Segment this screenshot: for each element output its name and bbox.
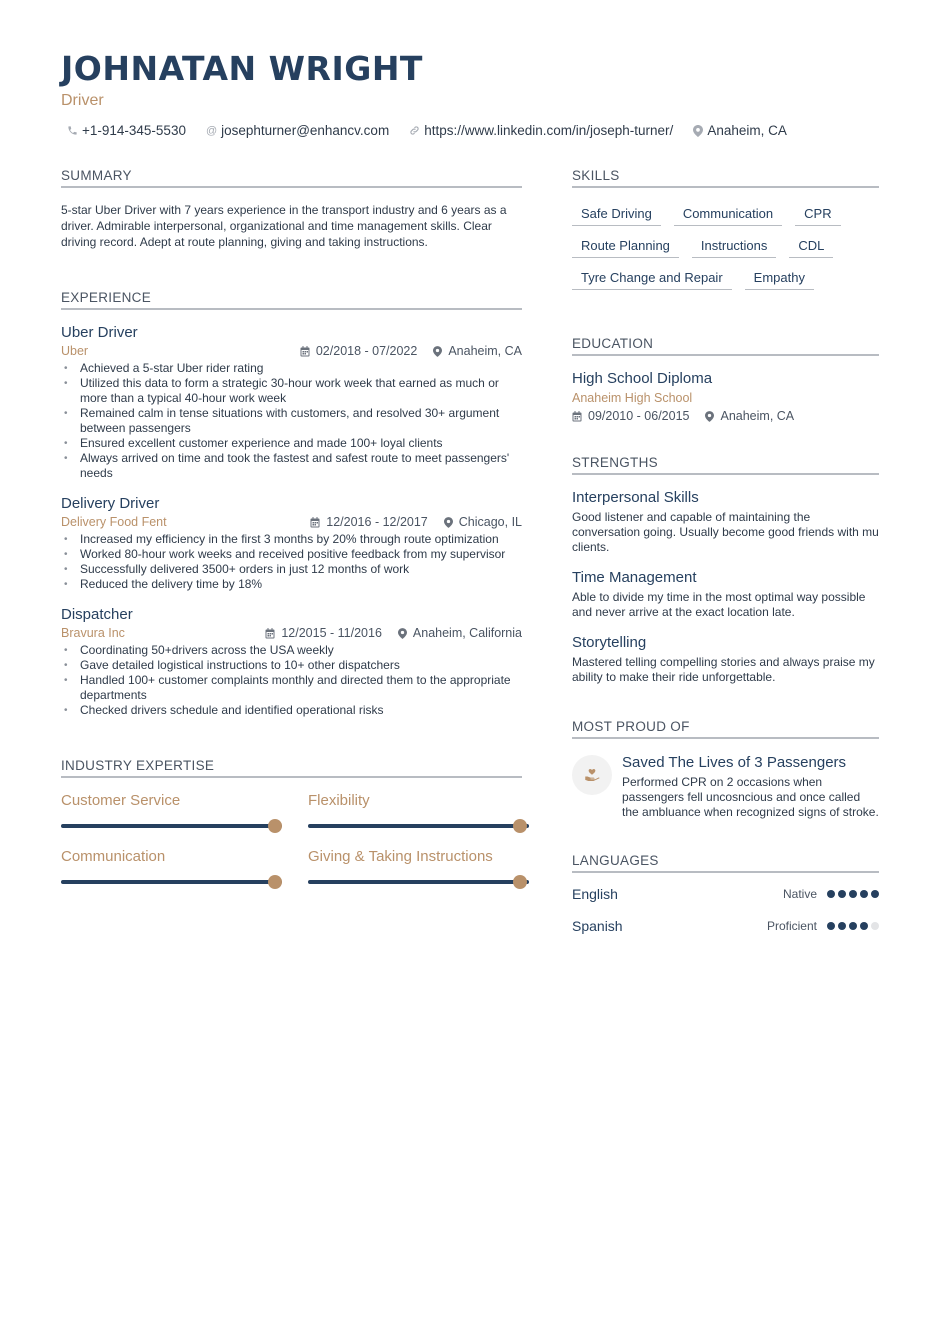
job-entry [61, 606, 522, 718]
job-bullet: • Coordinating 50+drivers across the USA weekly [61, 643, 522, 658]
education-dates [572, 409, 689, 423]
location-pin-icon [693, 125, 703, 137]
skills-section [572, 168, 879, 290]
job-meta [61, 515, 522, 529]
most-proud-title: MOST PROUD OF [572, 719, 879, 739]
language-dot [860, 890, 868, 898]
strengths-section [572, 455, 879, 685]
languages-section [572, 853, 879, 934]
linkedin-text[interactable]: https://www.linkedin.com/in/joseph-turner/ [424, 123, 674, 138]
expertise-bar-knob [268, 819, 282, 833]
contact-linkedin[interactable] [409, 123, 673, 138]
expertise-bar [308, 824, 529, 828]
job-bullet: • Increased my efficiency in the first 3 months by 20% through route optimization [61, 532, 522, 547]
email-text[interactable]: josephturner@enhancv.com [221, 123, 390, 138]
job-dates [265, 626, 382, 640]
location-pin-icon [705, 411, 714, 422]
summary-section [61, 168, 522, 250]
education-location [705, 409, 794, 423]
skill-tag: Communication [674, 206, 782, 226]
job-company: Uber [61, 344, 89, 358]
job-location-text: Anaheim, California [412, 626, 522, 640]
language-row [572, 918, 879, 934]
expertise-bar [61, 824, 282, 828]
job-dates [310, 515, 427, 529]
expertise-label: Communication [61, 848, 166, 865]
job-location [433, 344, 522, 358]
language-dot [838, 922, 846, 930]
job-bullet: • Checked drivers schedule and identified operational risks [61, 703, 522, 718]
skill-tags [572, 206, 879, 290]
location-pin-icon [398, 628, 407, 639]
strength-title: Storytelling [572, 634, 647, 651]
job-meta-right [265, 626, 522, 640]
job-company: Delivery Food Fent [61, 515, 167, 529]
language-dots [827, 890, 879, 898]
skill-tag: CDL [789, 238, 833, 258]
strength-item [572, 634, 879, 685]
job-meta [61, 626, 522, 640]
expertise-label: Giving & Taking Instructions [308, 848, 493, 865]
expertise-grid [61, 792, 522, 884]
language-name: English [572, 886, 618, 902]
proud-item-desc: Performed CPR on 2 occasions when passengers fell uncosncious and once called the ambluance when recognized signs of stroke. [622, 775, 879, 819]
job-bullet: • Worked 80-hour work weeks and received positive feedback from my supervisor [61, 547, 522, 562]
job-meta-right [300, 344, 522, 358]
calendar-icon [300, 346, 310, 357]
job-meta-right [310, 515, 522, 529]
skill-tag: Empathy [745, 270, 814, 290]
skill-tag: CPR [795, 206, 840, 226]
expertise-bar-knob [513, 819, 527, 833]
strength-item [572, 569, 879, 620]
expertise-item [308, 848, 529, 884]
language-level: Native [782, 887, 817, 901]
at-icon: @ [205, 124, 218, 137]
job-bullets [61, 643, 522, 718]
location-pin-icon [433, 346, 442, 357]
skill-tag: Tyre Change and Repair [572, 270, 732, 290]
job-bullet: • Gave detailed logistical instructions to 10+ other dispatchers [61, 658, 522, 673]
strength-desc: Mastered telling compelling stories and always praise my ability to make their ride unforgettable. [572, 655, 875, 684]
calendar-icon [265, 628, 275, 639]
job-company: Bravura Inc [61, 626, 125, 640]
expertise-label: Customer Service [61, 792, 181, 809]
language-level-group [767, 919, 879, 933]
education-dates-text: 09/2010 - 06/2015 [588, 409, 690, 423]
language-level: Proficient [766, 919, 817, 933]
expertise-bar [308, 880, 529, 884]
summary-text: 5-star Uber Driver with 7 years experience in the transport industry and 6 years as a driver. Admirable interpersonal, organizational and time management skills. Clear driving record. Adept at route planning, giving and taking instructions. [61, 203, 507, 249]
education-title: EDUCATION [572, 336, 879, 356]
job-dates [300, 344, 417, 358]
job-location [444, 515, 522, 529]
contact-email[interactable] [206, 123, 389, 138]
expertise-item [61, 792, 282, 828]
skill-tag: Route Planning [572, 238, 679, 258]
language-dot [838, 890, 846, 898]
education-section [572, 336, 879, 423]
strength-title: Time Management [572, 569, 697, 586]
strength-desc: Able to divide my time in the most optimal way possible and never arrive at the exact location late. [572, 590, 866, 619]
proud-text [622, 754, 879, 820]
job-bullet: • Utilized this data to form a strategic 30-hour work week that earned as much or more than a typical 40-hour work week [61, 376, 522, 406]
job-location-text: Chicago, IL [458, 515, 522, 529]
experience-title: EXPERIENCE [61, 290, 522, 310]
phone-icon [67, 125, 78, 136]
heart-hand-icon [572, 755, 612, 795]
language-level-group [783, 887, 879, 901]
language-dot [871, 922, 879, 930]
most-proud-section [572, 719, 879, 820]
language-dot [849, 922, 857, 930]
education-school: Anaheim High School [572, 391, 693, 405]
languages-title: LANGUAGES [572, 853, 879, 873]
industry-expertise-title: INDUSTRY EXPERTISE [61, 758, 522, 778]
job-bullet: • Always arrived on time and took the fastest and safest route to meet passengers' needs [61, 451, 522, 481]
language-dot [827, 890, 835, 898]
strength-item [572, 489, 879, 555]
location-pin-icon [444, 517, 453, 528]
language-dots [827, 922, 879, 930]
expertise-bar-knob [268, 875, 282, 889]
expertise-bar-knob [513, 875, 527, 889]
job-title: Uber Driver [61, 324, 138, 341]
strengths-title: STRENGTHS [572, 455, 879, 475]
candidate-role: Driver [61, 92, 104, 109]
link-icon [409, 125, 420, 136]
skill-tag: Safe Driving [572, 206, 661, 226]
strength-title: Interpersonal Skills [572, 489, 699, 506]
language-row [572, 886, 879, 902]
job-dates-text: 12/2016 - 12/2017 [326, 515, 428, 529]
language-dot [849, 890, 857, 898]
job-meta [61, 344, 522, 358]
proud-item-title: Saved The Lives of 3 Passengers [622, 754, 847, 771]
education-meta [572, 409, 879, 423]
job-bullet: • Remained calm in tense situations with customers, and resolved 30+ argument between passengers [61, 406, 522, 436]
language-dot [871, 890, 879, 898]
expertise-item [308, 792, 529, 828]
proud-item [572, 754, 879, 820]
calendar-icon [572, 411, 582, 422]
expertise-item [61, 848, 282, 884]
contact-phone [67, 123, 186, 138]
job-title: Dispatcher [61, 606, 133, 623]
job-location [398, 626, 522, 640]
phone-text: +1-914-345-5530 [82, 123, 186, 138]
right-column [572, 168, 879, 934]
language-dot [860, 922, 868, 930]
language-list [572, 886, 879, 934]
education-degree: High School Diploma [572, 370, 713, 387]
location-text: Anaheim, CA [707, 123, 787, 138]
job-location-text: Anaheim, CA [448, 344, 522, 358]
language-dot [827, 922, 835, 930]
strength-list [572, 489, 879, 685]
candidate-name: JOHNATAN WRIGHT [61, 49, 423, 88]
job-bullet: • Handled 100+ customer complaints monthly and directed them to the appropriate departments [61, 673, 522, 703]
industry-expertise-section [61, 758, 522, 884]
left-column [61, 168, 522, 884]
expertise-label: Flexibility [308, 792, 370, 809]
contact-location [693, 123, 787, 138]
language-name: Spanish [572, 918, 623, 934]
job-bullet: • Achieved a 5-star Uber rider rating [61, 361, 522, 376]
strength-desc: Good listener and capable of maintaining the conversation going. Usually become good friends with mu clients. [572, 510, 879, 554]
resume-header [61, 50, 881, 138]
job-bullet: • Successfully delivered 3500+ orders in just 12 months of work [61, 562, 522, 577]
expertise-bar [61, 880, 282, 884]
job-list [61, 324, 522, 718]
contact-row [61, 123, 881, 138]
job-bullet: • Ensured excellent customer experience and made 100+ loyal clients [61, 436, 522, 451]
experience-section [61, 290, 522, 718]
job-title: Delivery Driver [61, 495, 160, 512]
job-dates-text: 02/2018 - 07/2022 [315, 344, 418, 358]
job-bullets [61, 361, 522, 481]
calendar-icon [310, 517, 320, 528]
job-entry [61, 324, 522, 481]
education-location-text: Anaheim, CA [720, 409, 795, 423]
summary-title: SUMMARY [61, 168, 522, 188]
skill-tag: Instructions [692, 238, 776, 258]
job-bullets [61, 532, 522, 592]
job-bullet: • Reduced the delivery time by 18% [61, 577, 522, 592]
job-entry [61, 495, 522, 592]
job-dates-text: 12/2015 - 11/2016 [281, 626, 382, 640]
skills-title: SKILLS [572, 168, 879, 188]
